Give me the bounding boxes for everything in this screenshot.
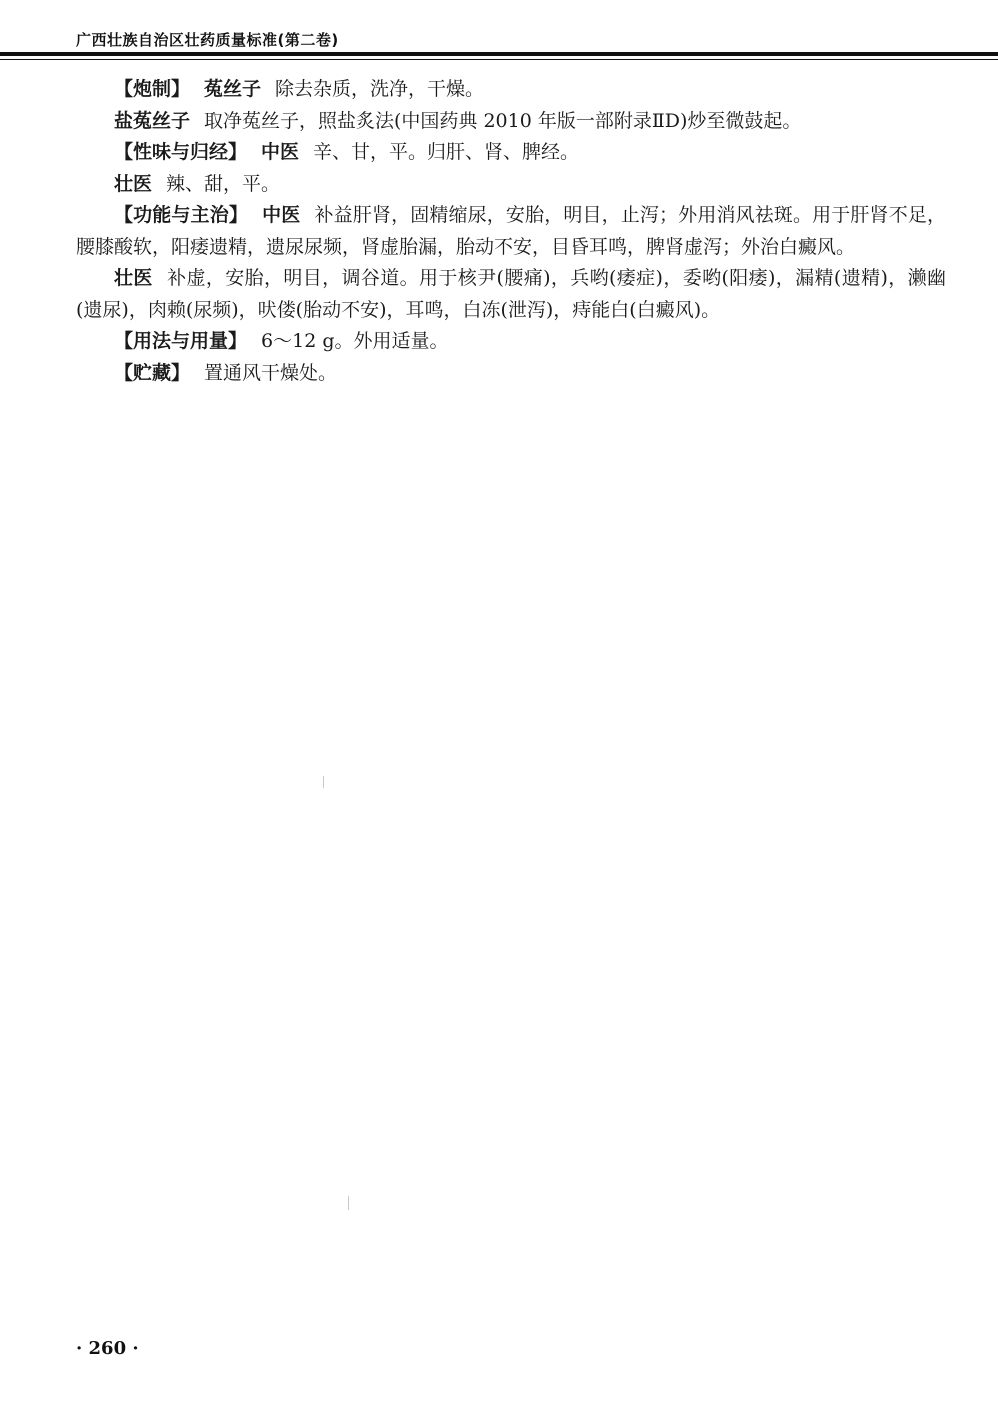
paragraph-dosage <box>76 326 946 358</box>
section-label-processing: 【炮制】 <box>114 78 191 100</box>
running-header: 广西壮族自治区壮药质量标准(第二卷) <box>76 31 339 49</box>
paragraph-functions-tcm <box>76 200 946 263</box>
page-number: · 260 · <box>76 1338 139 1359</box>
nature-zhuang-text: 辣、甜，平。 <box>166 172 281 195</box>
salt-processing-text: 取净菟丝子，照盐炙法(中国药典 2010 年版一部附录ⅡD)炒至微鼓起。 <box>204 109 802 132</box>
paragraph-storage <box>76 358 946 390</box>
functions-tcm-text: 补益肝肾，固精缩尿，安胎，明目，止泻；外用消风祛斑。用于肝肾不足，腰膝酸软，阳痿遗精，遗尿尿频，肾虚胎漏，胎动不安，目昏耳鸣，脾肾虚泻；外治白癜风。 <box>76 204 946 258</box>
paragraph-nature-zhuang <box>76 169 946 201</box>
processing-text: 除去杂质，洗净，干燥。 <box>275 78 485 100</box>
paragraph-processing <box>76 74 946 106</box>
scan-speck <box>323 776 324 788</box>
section-label-dosage: 【用法与用量】 <box>114 330 248 352</box>
dosage-text: 6～12 g。外用适量。 <box>261 330 449 352</box>
section-label-functions: 【功能与主治】 <box>114 204 248 226</box>
header-rule-thin <box>0 59 998 60</box>
subheading-salt-dodder-seed: 盐菟丝子 <box>114 109 191 132</box>
nature-tcm-text: 辛、甘，平。归肝、肾、脾经。 <box>313 141 580 163</box>
section-label-nature-meridian: 【性味与归经】 <box>114 141 248 163</box>
header-rule-thick <box>0 52 998 56</box>
subheading-zhuang-functions: 壮医 <box>114 267 153 289</box>
subheading-tcm: 中医 <box>261 141 300 163</box>
subheading-dodder-seed: 菟丝子 <box>204 78 262 100</box>
monograph-body <box>76 74 946 389</box>
functions-zhuang-text: 补虚，安胎，明目，调谷道。用于核尹(腰痛)，兵哟(痿症)，委哟(阳痿)，漏精(遗精)，濑幽(遗尿)，肉赖(尿频)，吠偻(胎动不安)，耳鸣，白冻(泄泻)，痔能白(白癜风)。 <box>76 267 946 321</box>
storage-text: 置通风干燥处。 <box>204 361 338 384</box>
paragraph-functions-zhuang <box>76 263 946 326</box>
subheading-zhuang: 壮医 <box>114 172 153 195</box>
subheading-tcm-functions: 中医 <box>261 204 301 226</box>
scan-speck <box>348 1196 349 1210</box>
paragraph-nature-meridian-tcm <box>76 137 946 169</box>
paragraph-salt-processed <box>76 106 946 138</box>
section-label-storage: 【贮藏】 <box>114 361 191 384</box>
